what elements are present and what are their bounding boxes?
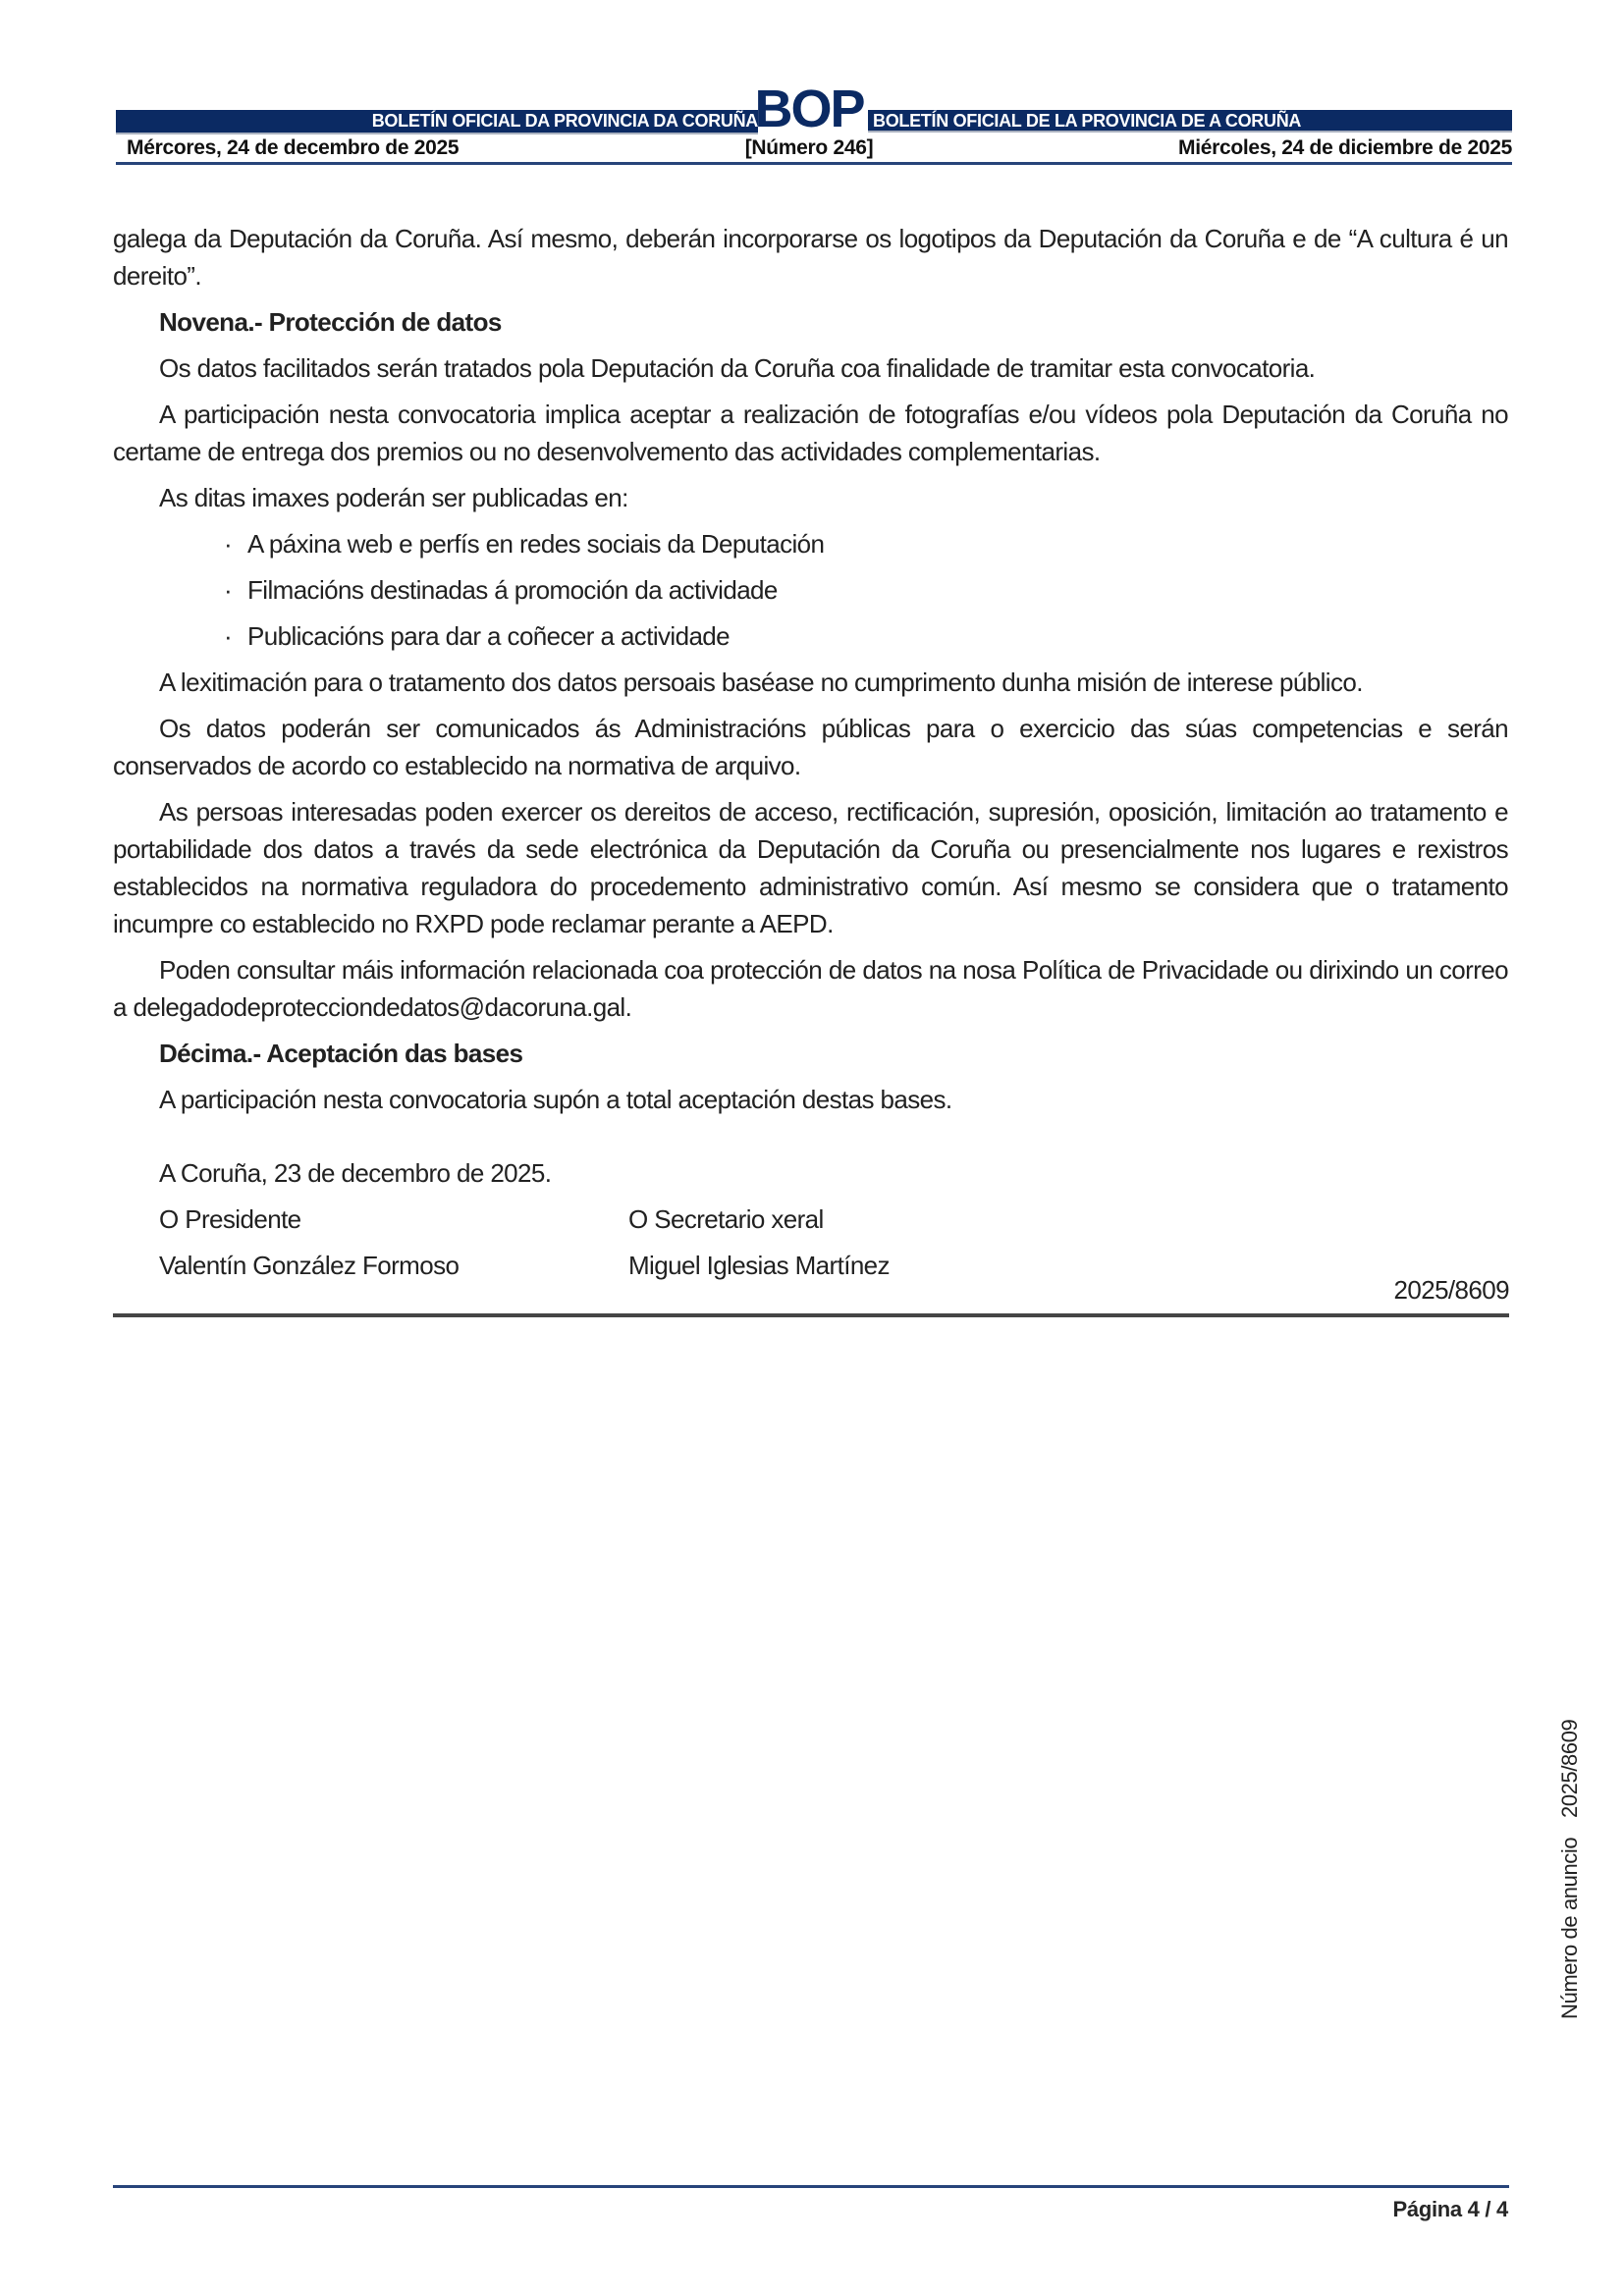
ninth-paragraph-5: Os datos poderán ser comunicados ás Administracións públicas para o exercicio das súas competencias e serán conservados de acordo co establecido na normativa de arquivo.: [113, 714, 1508, 780]
announcement-number-label: Número de anuncio: [1557, 1837, 1582, 2019]
ninth-paragraph-1: Os datos facilitados serán tratados pola Deputación da Coruña coa finalidade de tramitar esta convocatoria.: [159, 353, 1316, 383]
bullet-label: Publicacións para dar a coñecer a actividade: [247, 621, 731, 651]
bullet-dot-icon: ·: [224, 621, 233, 651]
bullet-dot-icon: ·: [224, 575, 233, 605]
bop-logo: BOP: [754, 80, 864, 138]
signature-name-president: Valentín González Formoso: [159, 1251, 460, 1280]
issue-number: [Número 246]: [744, 136, 874, 159]
section-tenth-heading: Décima.- Aceptación das bases: [159, 1039, 523, 1068]
bullet-item-web: [224, 525, 1508, 562]
ninth-paragraph-4: A lexitimación para o tratamento dos datos persoais baséase no cumprimento dunha misión de interese público.: [159, 667, 1363, 697]
masthead-left-bar: [116, 110, 758, 134]
section-ninth-heading: Novena.- Protección de datos: [159, 307, 502, 337]
bullet-label: A páxina web e perfís en redes sociais da Deputación: [247, 529, 825, 559]
ninth-paragraph-6: As persoas interesadas poden exercer os dereitos de acceso, rectificación, supresión, oposición, limitación ao tratamento e portabilidade dos datos a través da sede electrónica da Deputación da Coruña ou presencialmente nos lugares e rexistros establecidos na normativa reguladora do procedemento administrativo común. Así mesmo se considera que o tratamento incumpre co establecido no RXPD pode reclamar perante a AEPD.: [113, 797, 1508, 938]
record-number: 2025/8609: [1393, 1275, 1509, 1305]
announcement-number-vertical: [1557, 1719, 1583, 2019]
ninth-paragraph-7: Poden consultar máis información relacionada coa protección de datos na nosa Política de Privacidade ou dirixindo un correo a delegadodeprotecciondedatos@dacoruna.gal.: [113, 955, 1508, 1022]
bullet-item-filmacions: [224, 571, 1508, 609]
record-rule: [113, 1313, 1509, 1317]
date-spanish: Miércoles, 24 de diciembre de 2025: [1178, 136, 1512, 159]
masthead-left-title: BOLETÍN OFICIAL DA PROVINCIA DA CORUÑA: [371, 111, 758, 131]
signature-name-secretary: Miguel Iglesias Martínez: [628, 1251, 890, 1280]
date-galician: Mércores, 24 de decembro de 2025: [127, 136, 460, 159]
announcement-number-value: 2025/8609: [1557, 1719, 1582, 1818]
continuation-paragraph: galega da Deputación da Coruña. Así mesmo, deberán incorporarse os logotipos da Deputación da Coruña e de “A cultura é un dereito”.: [113, 224, 1508, 291]
document-body: [113, 220, 1508, 1127]
signature-role-president: O Presidente: [159, 1204, 301, 1234]
signature-place-date: A Coruña, 23 de decembro de 2025.: [159, 1158, 552, 1188]
bullet-label: Filmacións destinadas á promoción da actividade: [247, 575, 778, 605]
ninth-paragraph-2: A participación nesta convocatoria implica aceptar a realización de fotografías e/ou vídeos pola Deputación da Coruña no certame de entrega dos premios ou no desenvolvemento das actividades complementarias.: [113, 400, 1508, 466]
masthead-right-title: BOLETÍN OFICIAL DE LA PROVINCIA DE A CORUÑA: [873, 111, 1302, 131]
page-number: Página 4 / 4: [1392, 2197, 1508, 2221]
masthead-right-bar: [868, 110, 1512, 133]
tenth-paragraph-1: A participación nesta convocatoria supón a total aceptación destas bases.: [159, 1085, 952, 1114]
bullet-item-publicacions: [224, 617, 1508, 655]
ninth-paragraph-3: As ditas imaxes poderán ser publicadas en:: [159, 483, 628, 512]
header-rule: [116, 162, 1512, 165]
signature-role-secretary: O Secretario xeral: [628, 1204, 824, 1234]
footer-rule: [113, 2185, 1509, 2188]
bullet-dot-icon: ·: [224, 529, 233, 559]
